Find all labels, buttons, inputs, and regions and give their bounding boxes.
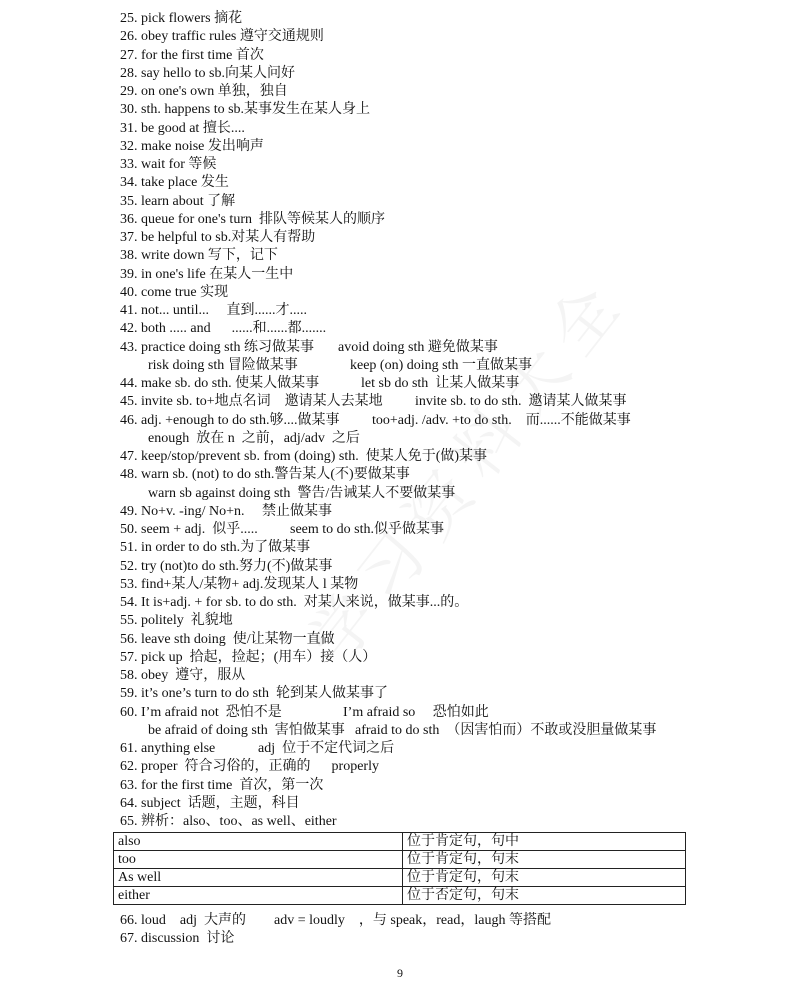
table-row: too 位于肯定句，句末 <box>114 851 686 869</box>
list-item: 63. for the first time 首次，第一次 <box>120 777 324 793</box>
list-item: 35. learn about 了解 <box>120 193 236 209</box>
item-text: 43. practice doing sth 练习做某事 <box>120 339 315 355</box>
list-item: 37. be helpful to sb.对某人有帮助 <box>120 230 316 245</box>
list-item: 59. it’s one’s turn to do sth 轮到某人做某事了 <box>120 686 388 702</box>
list-item: 65. 辨析：also、too、as well、either <box>120 814 337 829</box>
list-item: 40. come true 实现 <box>120 284 229 300</box>
item-text-secondary: adj 位于不定代词之后 <box>258 741 395 756</box>
list-item: 62. proper 符合习俗的，正确的 properly <box>120 759 379 775</box>
item-text-secondary: invite sb. to do sth. 邀请某人做某事 <box>415 394 627 410</box>
comparison-table <box>113 832 686 905</box>
item-text-secondary: afraid to do sth （因害怕而）不敢或没胆量做某事 <box>355 722 657 738</box>
item-text: 44. make sb. do sth. 使某人做某事 <box>120 376 320 391</box>
list-item: 67. discussion 讨论 <box>120 931 235 947</box>
list-item: 64. subject 话题，主题，科目 <box>120 795 300 811</box>
page-number: 9 <box>397 966 403 980</box>
list-item: 26. obey traffic rules 遵守交通规则 <box>120 29 324 45</box>
list-item: 56. leave sth doing 使/让某物一直做 <box>120 631 335 647</box>
list-item: 51. in order to do sth.为了做某事 <box>120 540 311 556</box>
list-item: 55. politely 礼貌地 <box>120 613 233 629</box>
list-item: 36. queue for one's turn 排队等候某人的顺序 <box>120 211 385 227</box>
list-item: 29. on one's own 单独，独自 <box>120 84 288 99</box>
item-text: be afraid of doing sth 害怕做某事 <box>148 722 345 738</box>
list-item: 34. take place 发生 <box>120 175 229 191</box>
item-text: 41. not... until... 直到......才..... <box>120 303 308 318</box>
list-item: 58. obey 遵守，服从 <box>120 668 246 683</box>
item-text: warn sb against doing sth 警告/告诫某人不要做某事 <box>148 485 456 501</box>
list-item: 54. It is+adj. + for sb. to do sth. 对某人来说，做某事...的。 <box>120 595 469 610</box>
list-item: 27. for the first time 首次 <box>120 47 264 63</box>
list-item: 66. loud adj 大声的 adv = loudly ，与 speak，read，laugh 等搭配 <box>120 913 551 928</box>
item-text-secondary: I’m afraid so 恐怕如此 <box>343 704 489 720</box>
list-item: 39. in one's life 在某人一生中 <box>120 266 294 282</box>
list-item: 32. make noise 发出响声 <box>120 138 264 154</box>
list-item: 28. say hello to sb.向某人问好 <box>120 65 295 81</box>
list-item: 49. No+v. -ing/ No+n. 禁止做某事 <box>120 503 333 519</box>
item-text: 45. invite sb. to+地点名词 邀请某人去某地 <box>120 394 383 410</box>
list-item: 52. try (not)to do sth.努力(不)做某事 <box>120 558 333 574</box>
item-text-secondary: keep (on) doing sth 一直做某事 <box>350 357 532 373</box>
list-item: 38. write down 写下，记下 <box>120 248 278 264</box>
table-row: As well 位于肯定句，句末 <box>114 869 686 887</box>
list-item: 53. find+某人/某物+ adj.发现某人 l 某物 <box>120 576 359 592</box>
item-text-secondary: avoid doing sth 避免做某事 <box>338 339 498 355</box>
list-item: 30. sth. happens to sb.某事发生在某人身上 <box>120 102 371 118</box>
item-text: 46. adj. +enough to do sth.够....做某事 <box>120 412 340 428</box>
table-row: either 位于否定句，句末 <box>114 887 686 905</box>
list-item: 31. be good at 擅长.... <box>120 120 245 136</box>
item-text: 42. both ..... and ......和......都....... <box>120 321 327 337</box>
list-item: 57. pick up 拾起，捡起；(用车）接（人） <box>120 649 377 665</box>
list-item: 48. warn sb. (not) to do sth.警告某人(不)要做某事 <box>120 467 410 483</box>
item-text: risk doing sth 冒险做某事 <box>148 357 298 373</box>
item-text: 50. seem + adj. 似乎..... <box>120 522 258 537</box>
item-text: 60. I’m afraid not 恐怕不是 <box>120 704 282 720</box>
list-item: 33. wait for 等候 <box>120 157 217 172</box>
item-text: 61. anything else <box>120 741 216 756</box>
list-item: 25. pick flowers 摘花 <box>120 11 243 26</box>
item-text: enough 放在 n 之前，adj/adv 之后 <box>148 430 360 446</box>
table-row: also 位于肯定句，句中 <box>114 833 686 851</box>
item-text-secondary: seem to do sth.似乎做某事 <box>290 522 444 537</box>
item-text-secondary: let sb do sth 让某人做某事 <box>361 376 520 391</box>
list-item: 47. keep/stop/prevent sb. from (doing) sth. 使某人免于(做)某事 <box>120 449 488 464</box>
item-text-secondary: too+adj. /adv. +to do sth. 而......不能做某事 <box>372 412 631 428</box>
